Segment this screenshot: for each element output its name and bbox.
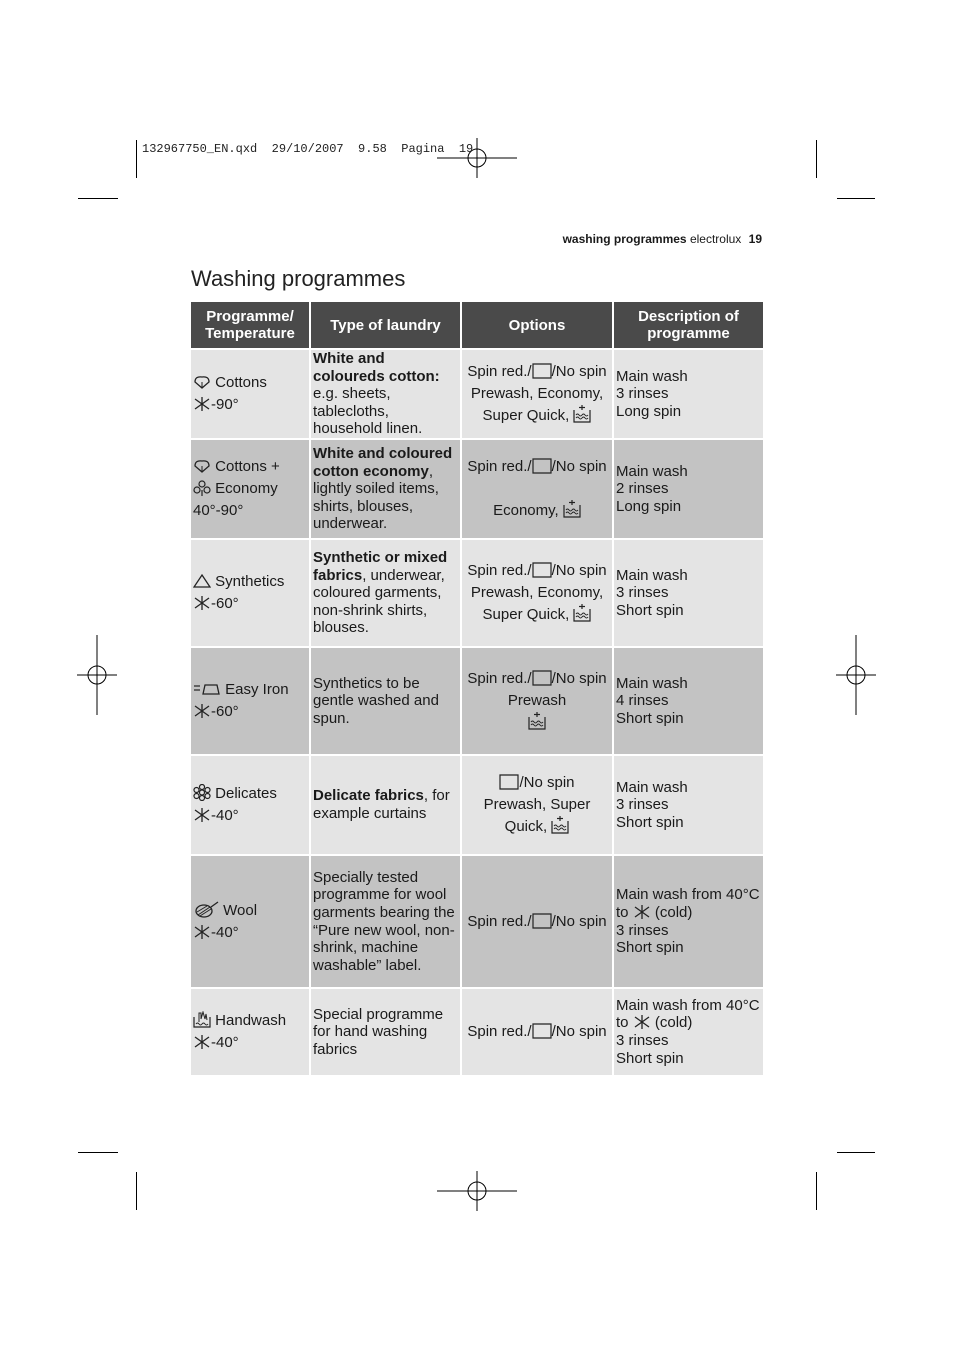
cotton-icon (193, 374, 211, 390)
crop-mark (816, 1172, 817, 1210)
programme-cell: Easy Iron -60° (191, 647, 310, 755)
crop-mark (78, 198, 118, 199)
registration-mark-right (836, 635, 876, 715)
header-laundry: Type of laundry (310, 302, 461, 349)
description-cell: Main wash 3 rinses Short spin (613, 539, 763, 647)
wool-icon (193, 901, 219, 918)
cold-icon (193, 1034, 211, 1050)
cold-icon (633, 1014, 651, 1030)
options-cell: Spin red./ /No spin Prewash (461, 647, 613, 755)
rinse-hold-icon (532, 912, 552, 929)
table-row (191, 439, 763, 539)
rinse-hold-icon (532, 457, 552, 474)
crop-mark (837, 1152, 875, 1153)
super-quick-icon (551, 816, 569, 834)
programme-cell: Cottons + Economy 40°-90° (191, 439, 310, 539)
table-row (191, 647, 763, 755)
description-cell: Main wash from 40°C to (cold) 3 rinses Short spin (613, 855, 763, 988)
options-cell: Spin red./ /No spin (461, 988, 613, 1075)
registration-mark-left (77, 635, 117, 715)
crop-mark (136, 140, 137, 178)
rinse-hold-icon (532, 561, 552, 578)
section-name: washing programmes (562, 232, 687, 246)
cold-icon (193, 703, 211, 719)
options-cell: Spin red./ /No spin Economy, (461, 439, 613, 539)
programme-cell: Handwash -40° (191, 988, 310, 1075)
options-cell: /No spin Prewash, Super Quick, (461, 755, 613, 855)
programme-cell: Cottons -90° (191, 349, 310, 439)
table-row (191, 755, 763, 855)
brand-name: electrolux (689, 232, 742, 246)
cold-icon (193, 807, 211, 823)
description-cell: Main wash 3 rinses Long spin (613, 349, 763, 439)
description-cell: Main wash from 40°C to (cold) 3 rinses Short spin (613, 988, 763, 1075)
delicates-icon (193, 784, 211, 801)
cold-icon (633, 904, 651, 920)
options-cell: Spin red./ /No spin Prewash, Economy, Super Quick, (461, 349, 613, 439)
laundry-cell: Synthetics to be gentle washed and spun. (310, 647, 461, 755)
super-quick-icon (563, 500, 581, 518)
options-cell: Spin red./ /No spin Prewash, Economy, Super Quick, (461, 539, 613, 647)
economy-icon (193, 480, 211, 496)
programme-cell: Delicates -40° (191, 755, 310, 855)
registration-mark-bottom (437, 1171, 517, 1211)
laundry-cell: White and coloureds cotton: e.g. sheets, tablecloths, household linen. (310, 349, 461, 439)
programme-cell: Synthetics -60° (191, 539, 310, 647)
cotton-icon (193, 458, 211, 474)
crop-mark (837, 198, 875, 199)
programme-cell: Wool -40° (191, 855, 310, 988)
prewash-icon (528, 712, 546, 730)
crop-mark (136, 1172, 137, 1210)
print-slug: 132967750_EN.qxd 29/10/2007 9.58 Pagina 19 (142, 142, 474, 156)
description-cell: Main wash 4 rinses Short spin (613, 647, 763, 755)
description-cell: Main wash 3 rinses Short spin (613, 755, 763, 855)
description-cell: Main wash 2 rinses Long spin (613, 439, 763, 539)
laundry-cell: Synthetic or mixed fabrics, underwear, coloured garments, non-shrink shirts, blouses. (310, 539, 461, 647)
table-header-row (191, 302, 763, 349)
laundry-cell: Specially tested programme for wool garments bearing the “Pure new wool, non-shrink, machine washable” label. (310, 855, 461, 988)
header-description: Description of programme (613, 302, 763, 349)
rinse-hold-icon (532, 362, 552, 379)
running-head (563, 232, 762, 246)
table-row (191, 855, 763, 988)
laundry-cell: Delicate fabrics, for example curtains (310, 755, 461, 855)
rinse-hold-icon (499, 773, 519, 790)
table-row (191, 539, 763, 647)
super-quick-icon (573, 604, 591, 622)
easy-iron-icon (193, 681, 221, 697)
super-quick-icon (573, 405, 591, 423)
programmes-table (191, 302, 763, 1075)
header-options: Options (461, 302, 613, 349)
cold-icon (193, 595, 211, 611)
page-number: 19 (748, 232, 762, 246)
header-programme: Programme/ Temperature (191, 302, 310, 349)
table-row (191, 988, 763, 1075)
laundry-cell: Special programme for hand washing fabrics (310, 988, 461, 1075)
rinse-hold-icon (532, 669, 552, 686)
crop-mark (78, 1152, 118, 1153)
laundry-cell: White and coloured cotton economy, lightly soiled items, shirts, blouses, underwear. (310, 439, 461, 539)
cold-icon (193, 396, 211, 412)
table-row (191, 349, 763, 439)
synthetics-icon (193, 573, 211, 589)
cold-icon (193, 924, 211, 940)
page-title: Washing programmes (191, 266, 406, 291)
crop-mark (816, 140, 817, 178)
handwash-icon (193, 1011, 211, 1028)
options-cell: Spin red./ /No spin (461, 855, 613, 988)
rinse-hold-icon (532, 1022, 552, 1039)
